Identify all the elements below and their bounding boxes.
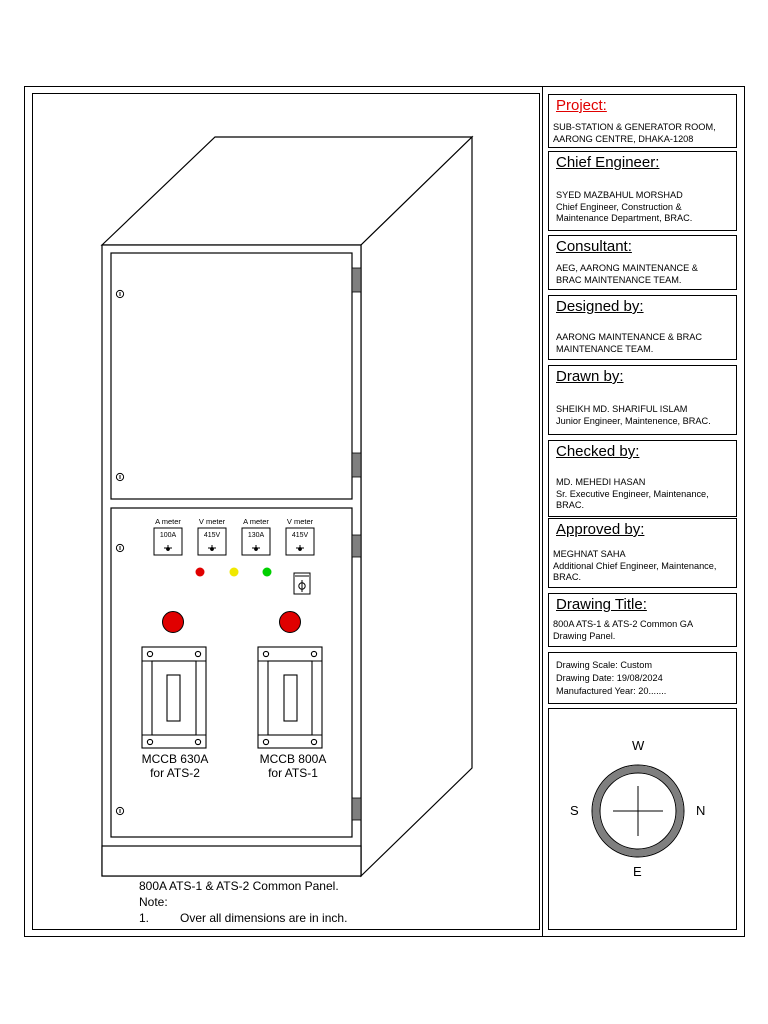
- chief-engineer-heading: Chief Engineer:: [556, 154, 660, 171]
- drawing-title-box: [548, 593, 737, 647]
- emergency-button-icon: [280, 612, 301, 633]
- note-number: 1.: [139, 911, 150, 925]
- note-text: Over all dimensions are in inch.: [180, 911, 348, 925]
- approved-by-text: MEGHNAT SAHA Additional Chief Engineer, Maintenance, BRAC.: [553, 549, 717, 582]
- chief-engineer-text: SYED MAZBAHUL MORSHAD Chief Engineer, Construction & Maintenance Department, BRAC.: [556, 190, 693, 223]
- door-lock-icon: [116, 544, 123, 551]
- meter-label: A meter: [155, 517, 181, 526]
- checked-by-text: MD. MEHEDI HASAN Sr. Executive Engineer, Maintenance, BRAC.: [556, 477, 709, 510]
- checked-by-box: [548, 440, 737, 517]
- meter-label: V meter: [198, 517, 226, 526]
- indicator-lamp-icon: [230, 568, 239, 577]
- drawing-info-text: Drawing Scale: Custom Drawing Date: 19/08/2024 Manufactured Year: 20.......: [556, 660, 667, 696]
- meter-value: 130A: [247, 532, 265, 539]
- checked-by-heading: Checked by:: [556, 443, 640, 460]
- hinge: [352, 268, 361, 292]
- emergency-button-icon: [163, 612, 184, 633]
- consultant-box: [548, 235, 737, 290]
- hinge: [352, 798, 361, 820]
- meter-icon: [242, 517, 270, 555]
- cabinet-side-face: [361, 137, 472, 876]
- approved-by-heading: Approved by:: [556, 521, 645, 538]
- project-heading: Project:: [556, 97, 607, 114]
- indicator-lamp-icon: [263, 568, 272, 577]
- note-label: Note:: [139, 895, 168, 909]
- door-lock-icon: [116, 807, 123, 814]
- hinge: [352, 535, 361, 557]
- meter-icon: [154, 517, 182, 555]
- meter-label: A meter: [243, 517, 269, 526]
- meter-icon: [198, 517, 226, 555]
- meter-icon: [286, 517, 314, 555]
- mccb-breaker-icon: [142, 647, 206, 748]
- breaker-1-purpose: for ATS-2: [150, 766, 200, 780]
- cabinet-plinth: [102, 846, 361, 876]
- compass-top-label: W: [632, 738, 645, 753]
- designed-by-box: [548, 295, 737, 360]
- meter-value: 100A: [159, 532, 177, 539]
- drawing-info-box: [548, 652, 737, 704]
- door-lock-icon: [116, 473, 123, 480]
- designed-by-text: AARONG MAINTENANCE & BRAC MAINTENANCE TEAM.: [556, 332, 702, 354]
- selector-switch-icon: [294, 573, 310, 594]
- consultant-heading: Consultant:: [556, 238, 632, 255]
- upper-door: [111, 253, 352, 499]
- breaker-label-1: [130, 752, 220, 780]
- drawing-title-heading: Drawing Title:: [556, 596, 647, 613]
- panel-caption: 800A ATS-1 & ATS-2 Common Panel.: [139, 879, 339, 893]
- breaker-2-rating: MCCB 800A: [259, 752, 327, 766]
- consultant-text: AEG, AARONG MAINTENANCE & BRAC MAINTENANCE TEAM.: [556, 263, 698, 285]
- compass-bottom-label: E: [633, 864, 642, 879]
- hinge: [352, 453, 361, 477]
- compass-left-label: S: [570, 803, 579, 818]
- designed-by-heading: Designed by:: [556, 298, 644, 315]
- drawn-by-text: SHEIKH MD. SHARIFUL ISLAM Junior Engineer, Maintenence, BRAC.: [556, 404, 711, 426]
- chief-engineer-box: [548, 151, 737, 231]
- meter-value: 415V: [291, 532, 309, 539]
- breaker-1-rating: MCCB 630A: [141, 752, 209, 766]
- meter-label: V meter: [286, 517, 314, 526]
- door-lock-icon: [116, 290, 123, 297]
- mccb-breaker-icon: [258, 647, 322, 748]
- project-text: SUB-STATION & GENERATOR ROOM, AARONG CENTRE, DHAKA-1208: [553, 122, 716, 144]
- drawing-title-text: 800A ATS-1 & ATS-2 Common GA Drawing Panel.: [553, 619, 694, 641]
- drawn-by-box: [548, 365, 737, 435]
- project-box: [548, 94, 737, 148]
- compass-right-label: N: [696, 803, 706, 818]
- breaker-2-purpose: for ATS-1: [268, 766, 318, 780]
- drawn-by-heading: Drawn by:: [556, 368, 624, 385]
- breaker-label-2: [248, 752, 338, 780]
- indicator-lamp-icon: [196, 568, 205, 577]
- meter-value: 415V: [203, 532, 221, 539]
- approved-by-box: [548, 518, 737, 588]
